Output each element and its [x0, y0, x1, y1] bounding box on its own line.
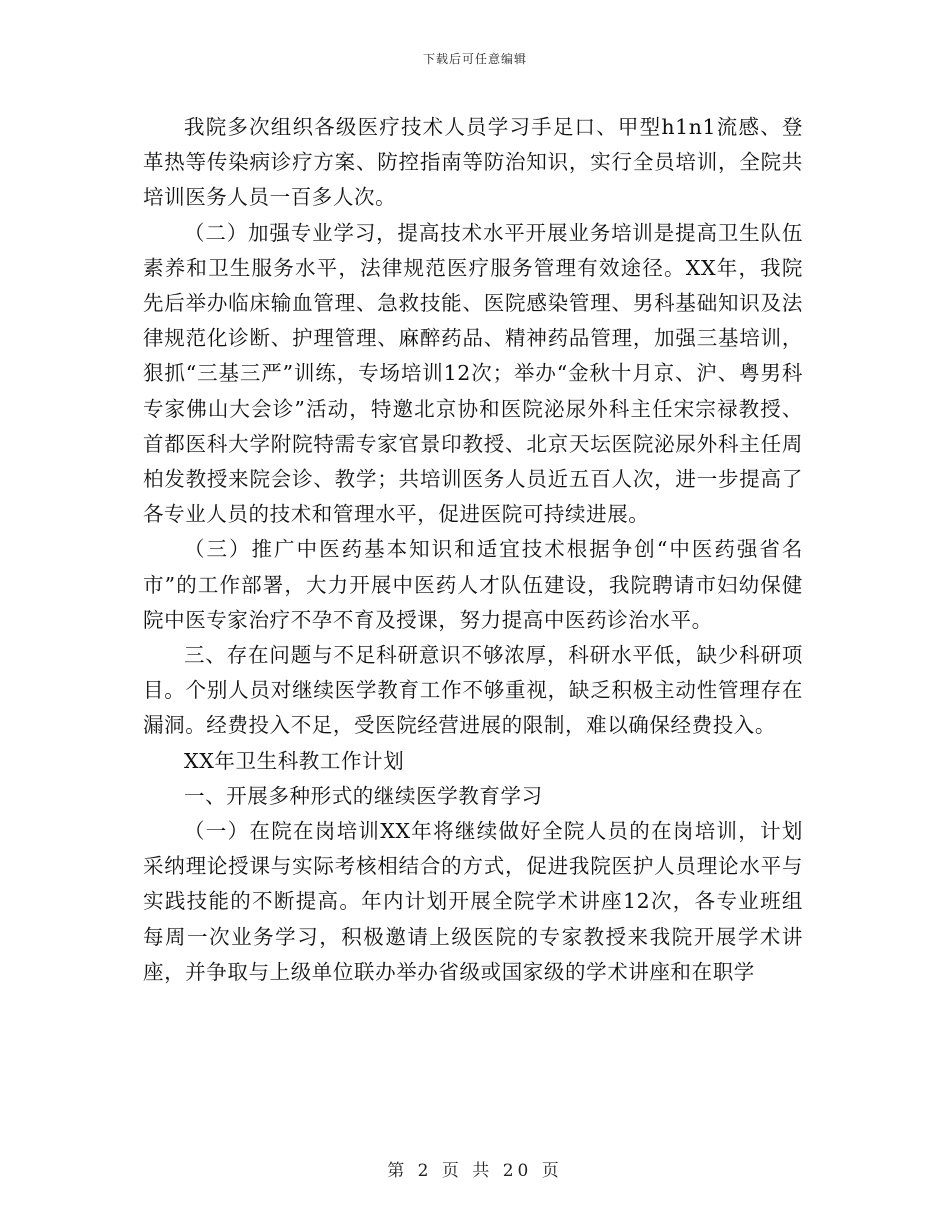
section-heading-education: 一、开展多种形式的继续医学教育学习 [184, 783, 543, 808]
page-header: 下载后可任意编辑 [422, 52, 527, 66]
paragraph-professional-study: （二）加强专业学习，提高技术水平开展业务培训是提高卫生队伍素养和卫生服务水平，法律规范医疗服务管理有效途径。XX年，我院先后举办临床输血管理、急救技能、医院感染管理、男科基础知识及法律规范化诊断、护理管理、麻醉药品、精神药品管理，加强三基培训，狠抓“三基三严”训练，专场培训12次；举办“金秋十月京、沪、粤男科专家佛山大会诊”活动，特邀北京协和医院泌尿外科主任宋宗禄教授、首都医科大学附院特需专家官景印教授、北京天坛医院泌尿外科主任周柏发教授来院会诊、教学；共培训医务人员近五百人次，进一步提高了各专业人员的技术和管理水平，促进医院可持续进展。 [143, 220, 803, 527]
paragraph-training-intro: 我院多次组织各级医疗技术人员学习手足口、甲型h1n1流感、登革热等传染病诊疗方案、防控指南等防治知识，实行全员培训，全院共培训医务人员一百多人次。 [143, 115, 803, 210]
paragraph-onsite-training: （一）在院在岗培训XX年将继续做好全院人员的在岗培训，计划采纳理论授课与实际考核相结合的方式，促进我院医护人员理论水平与实践技能的不断提高。年内计划开展全院学术讲座12次，各专业班组每周一次业务学习，积极邀请上级医院的专家教授来我院开展学术讲座，并争取与上级单位联办举办省级或国家级的学术讲座和在职学 [143, 819, 803, 984]
section-title-plan: XX年卫生科教工作计划 [184, 748, 405, 773]
paragraph-problems: 三、存在问题与不足科研意识不够浓厚，科研水平低，缺少科研项目。个别人员对继续医学教育工作不够重视，缺乏积极主动性管理存在漏洞。经费投入不足，受医院经营进展的限制，难以确保经费投入。 [143, 643, 803, 738]
page-number: 第 2 页 共 20 页 [387, 1161, 563, 1181]
paragraph-tcm-promotion: （三）推广中医药基本知识和适宜技术根据争创“中医药强省名市”的工作部署，大力开展中医药人才队伍建设，我院聘请市妇幼保健院中医专家治疗不孕不育及授课，努力提高中医药诊治水平。 [143, 537, 803, 632]
document-body [143, 110, 803, 990]
